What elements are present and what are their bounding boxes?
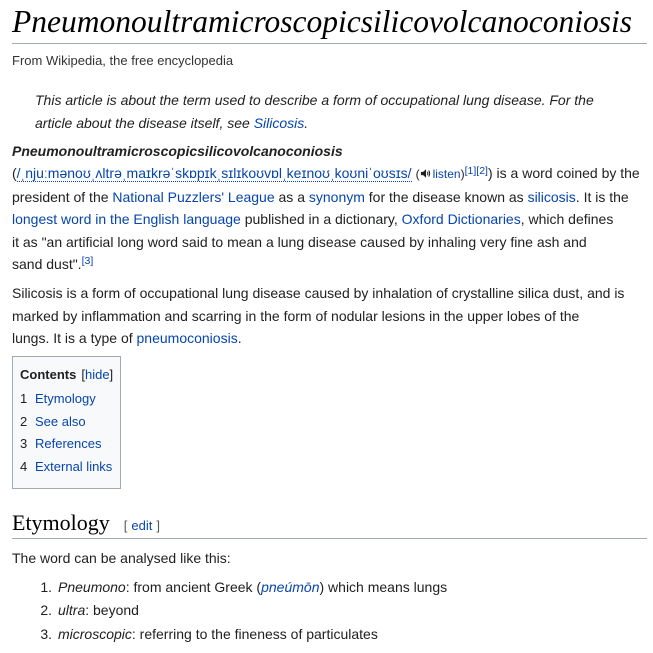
etymology-list (12, 576, 447, 647)
toc-item-external-links[interactable] (20, 456, 120, 479)
national-puzzlers-league-link[interactable]: National Puzzlers' League (112, 188, 275, 205)
toc-number: 2 (20, 413, 28, 429)
hatnote-silicosis-link[interactable]: Silicosis (253, 114, 305, 131)
list-item (12, 576, 447, 600)
toc-toggle (81, 367, 113, 382)
ipa-pronunciation-link[interactable]: /ˌnjuːmənoʊˌʌltrəˌmaɪkrəˈskɒpɪkˌsɪlɪkoʊvɒlˌkeɪnoʊˌkoʊniˈoʊsɪs/ (16, 165, 412, 182)
etymology-intro: The word can be analysed like this: (12, 550, 231, 566)
edit-section (124, 518, 160, 533)
synonym-link[interactable]: synonym (308, 188, 365, 205)
edit-bracket: [ (123, 518, 128, 533)
word-part-meaning: : from ancient Greek ( (125, 578, 262, 595)
lead-line-3 (12, 208, 640, 230)
lead-line-4: it as "an artificial long word said to mean a lung disease caused by inhaling very fine ash and (12, 233, 587, 250)
word-part: ultra (58, 602, 86, 618)
toc-number: 4 (20, 459, 28, 475)
word-part-meaning: : beyond (85, 602, 139, 618)
listen-paren-open: ( (415, 167, 420, 182)
list-number: 1. (40, 578, 52, 595)
toc-label[interactable]: Etymology (35, 391, 96, 406)
word-part-meaning: ) which means lungs (319, 578, 448, 595)
paragraph-text: . (237, 330, 242, 346)
lead-term-line (12, 140, 640, 162)
pneumon-link[interactable]: pneúmōn (261, 578, 320, 595)
paragraph-line-3 (12, 327, 624, 350)
word-part: microscopic (58, 625, 132, 642)
toc-entry (20, 411, 120, 434)
paragraph-line-2: marked by inflammation and scarring in the form of nodular lesions in the upper lobes of the (12, 307, 580, 324)
paragraph-text: lungs. It is a type of (12, 330, 137, 346)
longest-word-link[interactable]: longest word in the English language (12, 211, 241, 228)
toc-title: Contents (20, 367, 77, 382)
list-number: 2. (40, 602, 52, 618)
lead-text: sand dust". (12, 256, 82, 273)
toc-label[interactable]: External links (35, 459, 113, 475)
page-title: Pneumonoultramicroscopicsilicovolcanoconiosis (12, 2, 647, 44)
table-of-contents (12, 356, 121, 489)
lead-text: as a (274, 188, 309, 205)
toc-entry (20, 456, 120, 479)
toc-number: 1 (20, 391, 28, 406)
lead-paragraph (12, 140, 640, 275)
toc-hide-link[interactable]: hide (84, 367, 110, 382)
reference-2-link[interactable]: [2] (476, 164, 488, 177)
lead-text: for the disease known as (364, 188, 528, 205)
word-part-meaning: : referring to the fineness of particulates (131, 625, 378, 642)
toc-list (20, 388, 120, 479)
toc-entry (20, 388, 120, 411)
section-title: Etymology (12, 510, 110, 535)
toc-label[interactable]: See also (35, 413, 86, 429)
list-item (12, 599, 447, 623)
toc-label[interactable]: References (35, 436, 102, 452)
list-number: 3. (40, 625, 52, 642)
lead-text: . It is the (575, 188, 629, 205)
lead-term: Pneumonoultramicroscopicsilicovolcanoconiosis (12, 143, 343, 159)
paragraph-line-1: Silicosis is a form of occupational lung disease caused by inhalation of crystalline silica dust, and is (12, 285, 625, 301)
site-tagline: From Wikipedia, the free encyclopedia (12, 53, 234, 68)
word-part: Pneumono (58, 578, 126, 595)
edit-section-link[interactable]: edit (131, 518, 153, 533)
silicosis-paragraph (12, 282, 624, 350)
hatnote-text: . (304, 114, 309, 131)
lead-text: , which defines (520, 211, 614, 228)
toc-item-etymology[interactable] (20, 388, 120, 411)
lead-line-5 (12, 253, 640, 275)
pneumoconiosis-link[interactable]: pneumoconiosis (136, 330, 238, 346)
reference-3-link[interactable]: [3] (81, 255, 94, 268)
hatnote (35, 89, 594, 134)
list-item (12, 623, 447, 647)
toc-number: 3 (20, 436, 28, 452)
oxford-dictionaries-link[interactable]: Oxford Dictionaries (401, 211, 521, 228)
lead-line-1 (12, 162, 640, 185)
toc-header (20, 364, 120, 386)
toc-toggle-bracket: [ (81, 367, 85, 382)
toc-item-see-also[interactable] (20, 411, 120, 434)
hatnote-text: article about the disease itself, see (35, 114, 254, 131)
listen-group (416, 167, 465, 181)
listen-paren-close: ) (460, 167, 465, 182)
etymology-heading (12, 508, 647, 539)
hatnote-line-2 (35, 112, 594, 135)
lead-text: published in a dictionary, (240, 211, 402, 228)
toc-toggle-bracket: ] (109, 367, 114, 382)
hatnote-line-1: This article is about the term used to describe a form of occupational lung disease. For the (35, 92, 594, 108)
paren-open: ( (12, 165, 17, 182)
reference-1-link[interactable]: [1] (464, 164, 477, 177)
lead-text: is a word coined by the (492, 165, 640, 182)
toc-entry (20, 433, 120, 456)
lead-line-2 (12, 186, 640, 208)
edit-bracket: ] (156, 518, 160, 533)
listen-link[interactable] (420, 167, 461, 181)
toc-item-references[interactable] (20, 433, 120, 456)
paren-close: ) (487, 165, 493, 182)
lead-text: president of the (12, 188, 113, 205)
silicosis-link[interactable]: silicosis (527, 188, 576, 205)
speaker-icon[interactable] (420, 168, 431, 179)
listen-label[interactable]: listen (432, 167, 461, 182)
